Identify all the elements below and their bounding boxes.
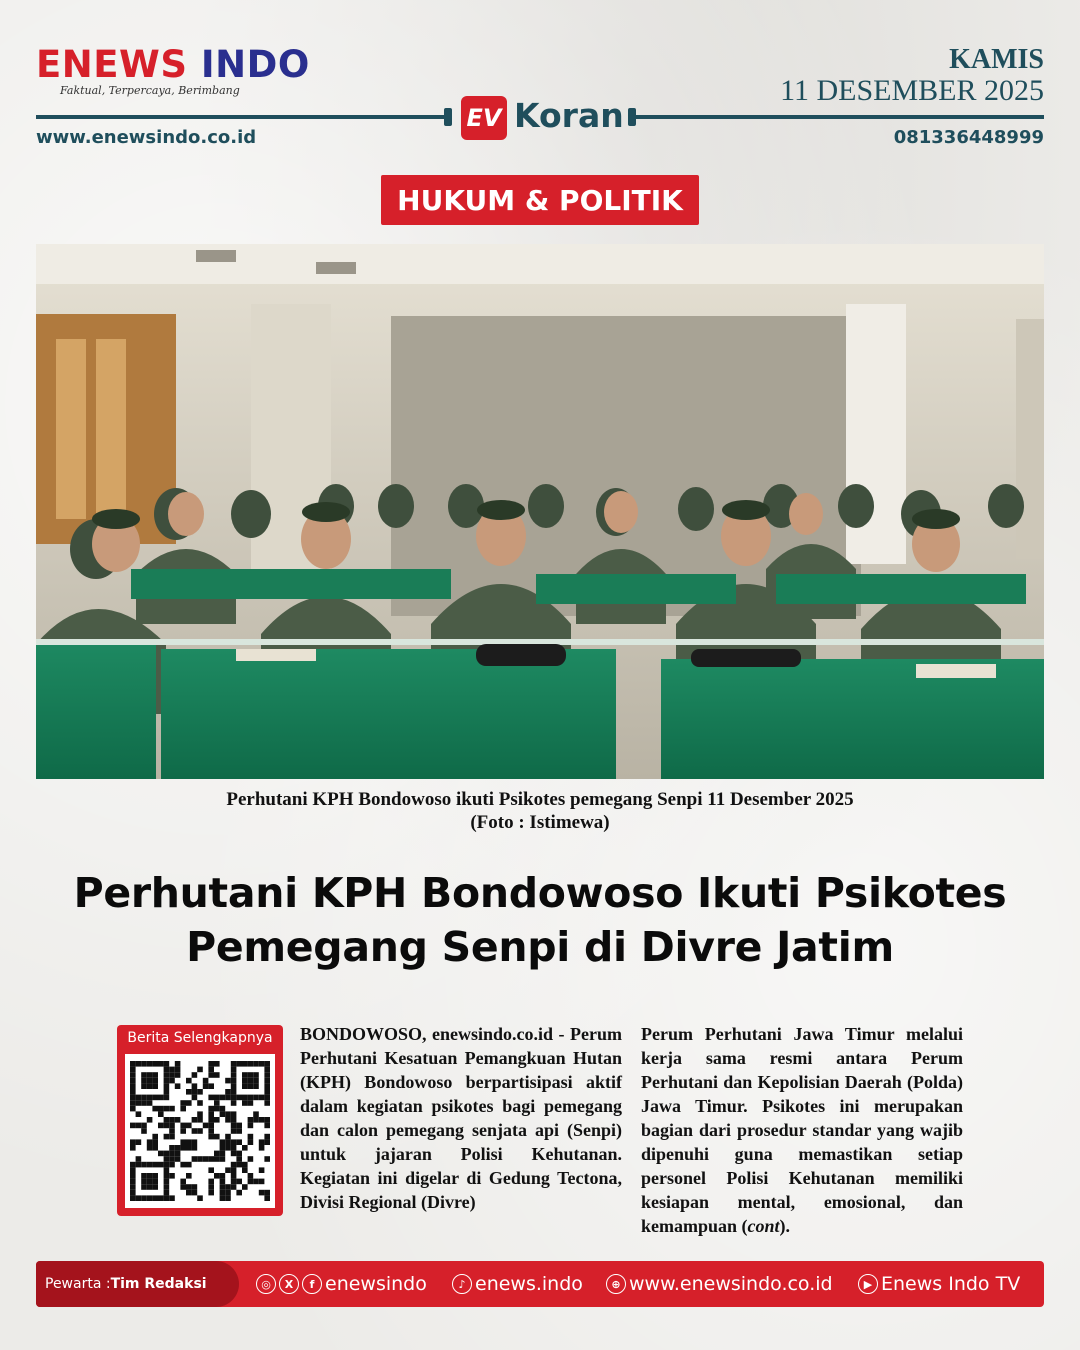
x-icon[interactable]: X xyxy=(279,1274,299,1294)
photo-caption xyxy=(36,788,1044,834)
headline-line-2: Pemegang Senpi di Divre Jatim xyxy=(186,923,894,971)
brand-tagline: Faktual, Terpercaya, Berimbang xyxy=(60,84,240,97)
brand-logo xyxy=(36,43,310,86)
header-rule-cap-left xyxy=(444,108,452,126)
headline xyxy=(10,866,1070,974)
header-rule-left xyxy=(36,115,450,119)
social-handle[interactable]: enewsindo xyxy=(325,1273,427,1295)
rubric-badge: HUKUM & POLITIK xyxy=(381,175,699,225)
article-column-2-end: ). xyxy=(779,1216,791,1236)
news-photo xyxy=(36,244,1044,779)
instagram-icon[interactable]: ◎ xyxy=(256,1274,276,1294)
youtube-icon[interactable]: ▶ xyxy=(858,1274,878,1294)
footer-social-group[interactable] xyxy=(256,1261,427,1307)
qr-code-graphic xyxy=(125,1054,275,1208)
issue-day: KAMIS xyxy=(949,44,1044,75)
reporter-credit xyxy=(36,1261,239,1307)
tiktok-icon[interactable]: ♪ xyxy=(452,1274,472,1294)
header-phone: 081336448999 xyxy=(893,127,1044,148)
article-cont-marker: cont xyxy=(747,1216,780,1236)
headline-line-1: Perhutani KPH Bondowoso Ikuti Psikotes xyxy=(73,869,1007,917)
reporter-label: Pewarta : xyxy=(45,1276,111,1292)
article-column-2-text: Perum Perhutani Jawa Timur melalui kerja sama resmi antara Perum Perhutani dan Kepolisian Daerah (Polda) Jawa Timur. Psikotes ini merupakan bagian dari prosedur standar yang wajib dipenuhi guna memastikan setiap personel Polisi Kehutanan memiliki kesiapan mental, emosional, dan kemampuan ( xyxy=(641,1024,963,1236)
reporter-name: Tim Redaksi xyxy=(110,1276,207,1292)
edition-label: Koran xyxy=(514,96,624,135)
header-rule-right xyxy=(634,115,1044,119)
issue-date: 11 DESEMBER 2025 xyxy=(780,74,1044,107)
qr-label: Berita Selengkapnya xyxy=(127,1030,273,1046)
footer-website-text[interactable]: www.enewsindo.co.id xyxy=(629,1273,833,1295)
qr-code-icon[interactable] xyxy=(125,1054,275,1208)
article-column-2 xyxy=(641,1022,963,1238)
facebook-icon[interactable]: f xyxy=(302,1274,322,1294)
header-rule-cap-right xyxy=(628,108,636,126)
article-column-1: BONDOWOSO, enewsindo.co.id - Perum Perhutani Kesatuan Pemangkuan Hutan (KPH) Bondowoso berpartisipasi aktif dalam kegiatan psikotes bagi pemegang dan calon pemegang senjata api (Senpi) untuk jajaran Polisi Kehutanan. Kegiatan ini digelar di Gedung Tectona, Divisi Regional (Divre) xyxy=(300,1024,622,1212)
photo-illustration xyxy=(36,244,1044,779)
ev-logo-icon: EV xyxy=(461,96,507,140)
footer-youtube[interactable] xyxy=(858,1261,1020,1307)
caption-line-2: (Foto : Istimewa) xyxy=(470,812,610,833)
brand-part1: ENEWS xyxy=(36,43,188,86)
header-website[interactable]: www.enewsindo.co.id xyxy=(36,127,257,148)
tiktok-handle[interactable]: enews.indo xyxy=(475,1273,583,1295)
footer-website[interactable] xyxy=(606,1261,833,1307)
caption-line-1: Perhutani KPH Bondowoso ikuti Psikotes pemegang Senpi 11 Desember 2025 xyxy=(226,789,854,810)
footer-tiktok[interactable] xyxy=(452,1261,583,1307)
youtube-channel[interactable]: Enews Indo TV xyxy=(881,1273,1021,1295)
brand-part2: INDO xyxy=(200,43,310,86)
globe-icon[interactable]: ⊕ xyxy=(606,1274,626,1294)
